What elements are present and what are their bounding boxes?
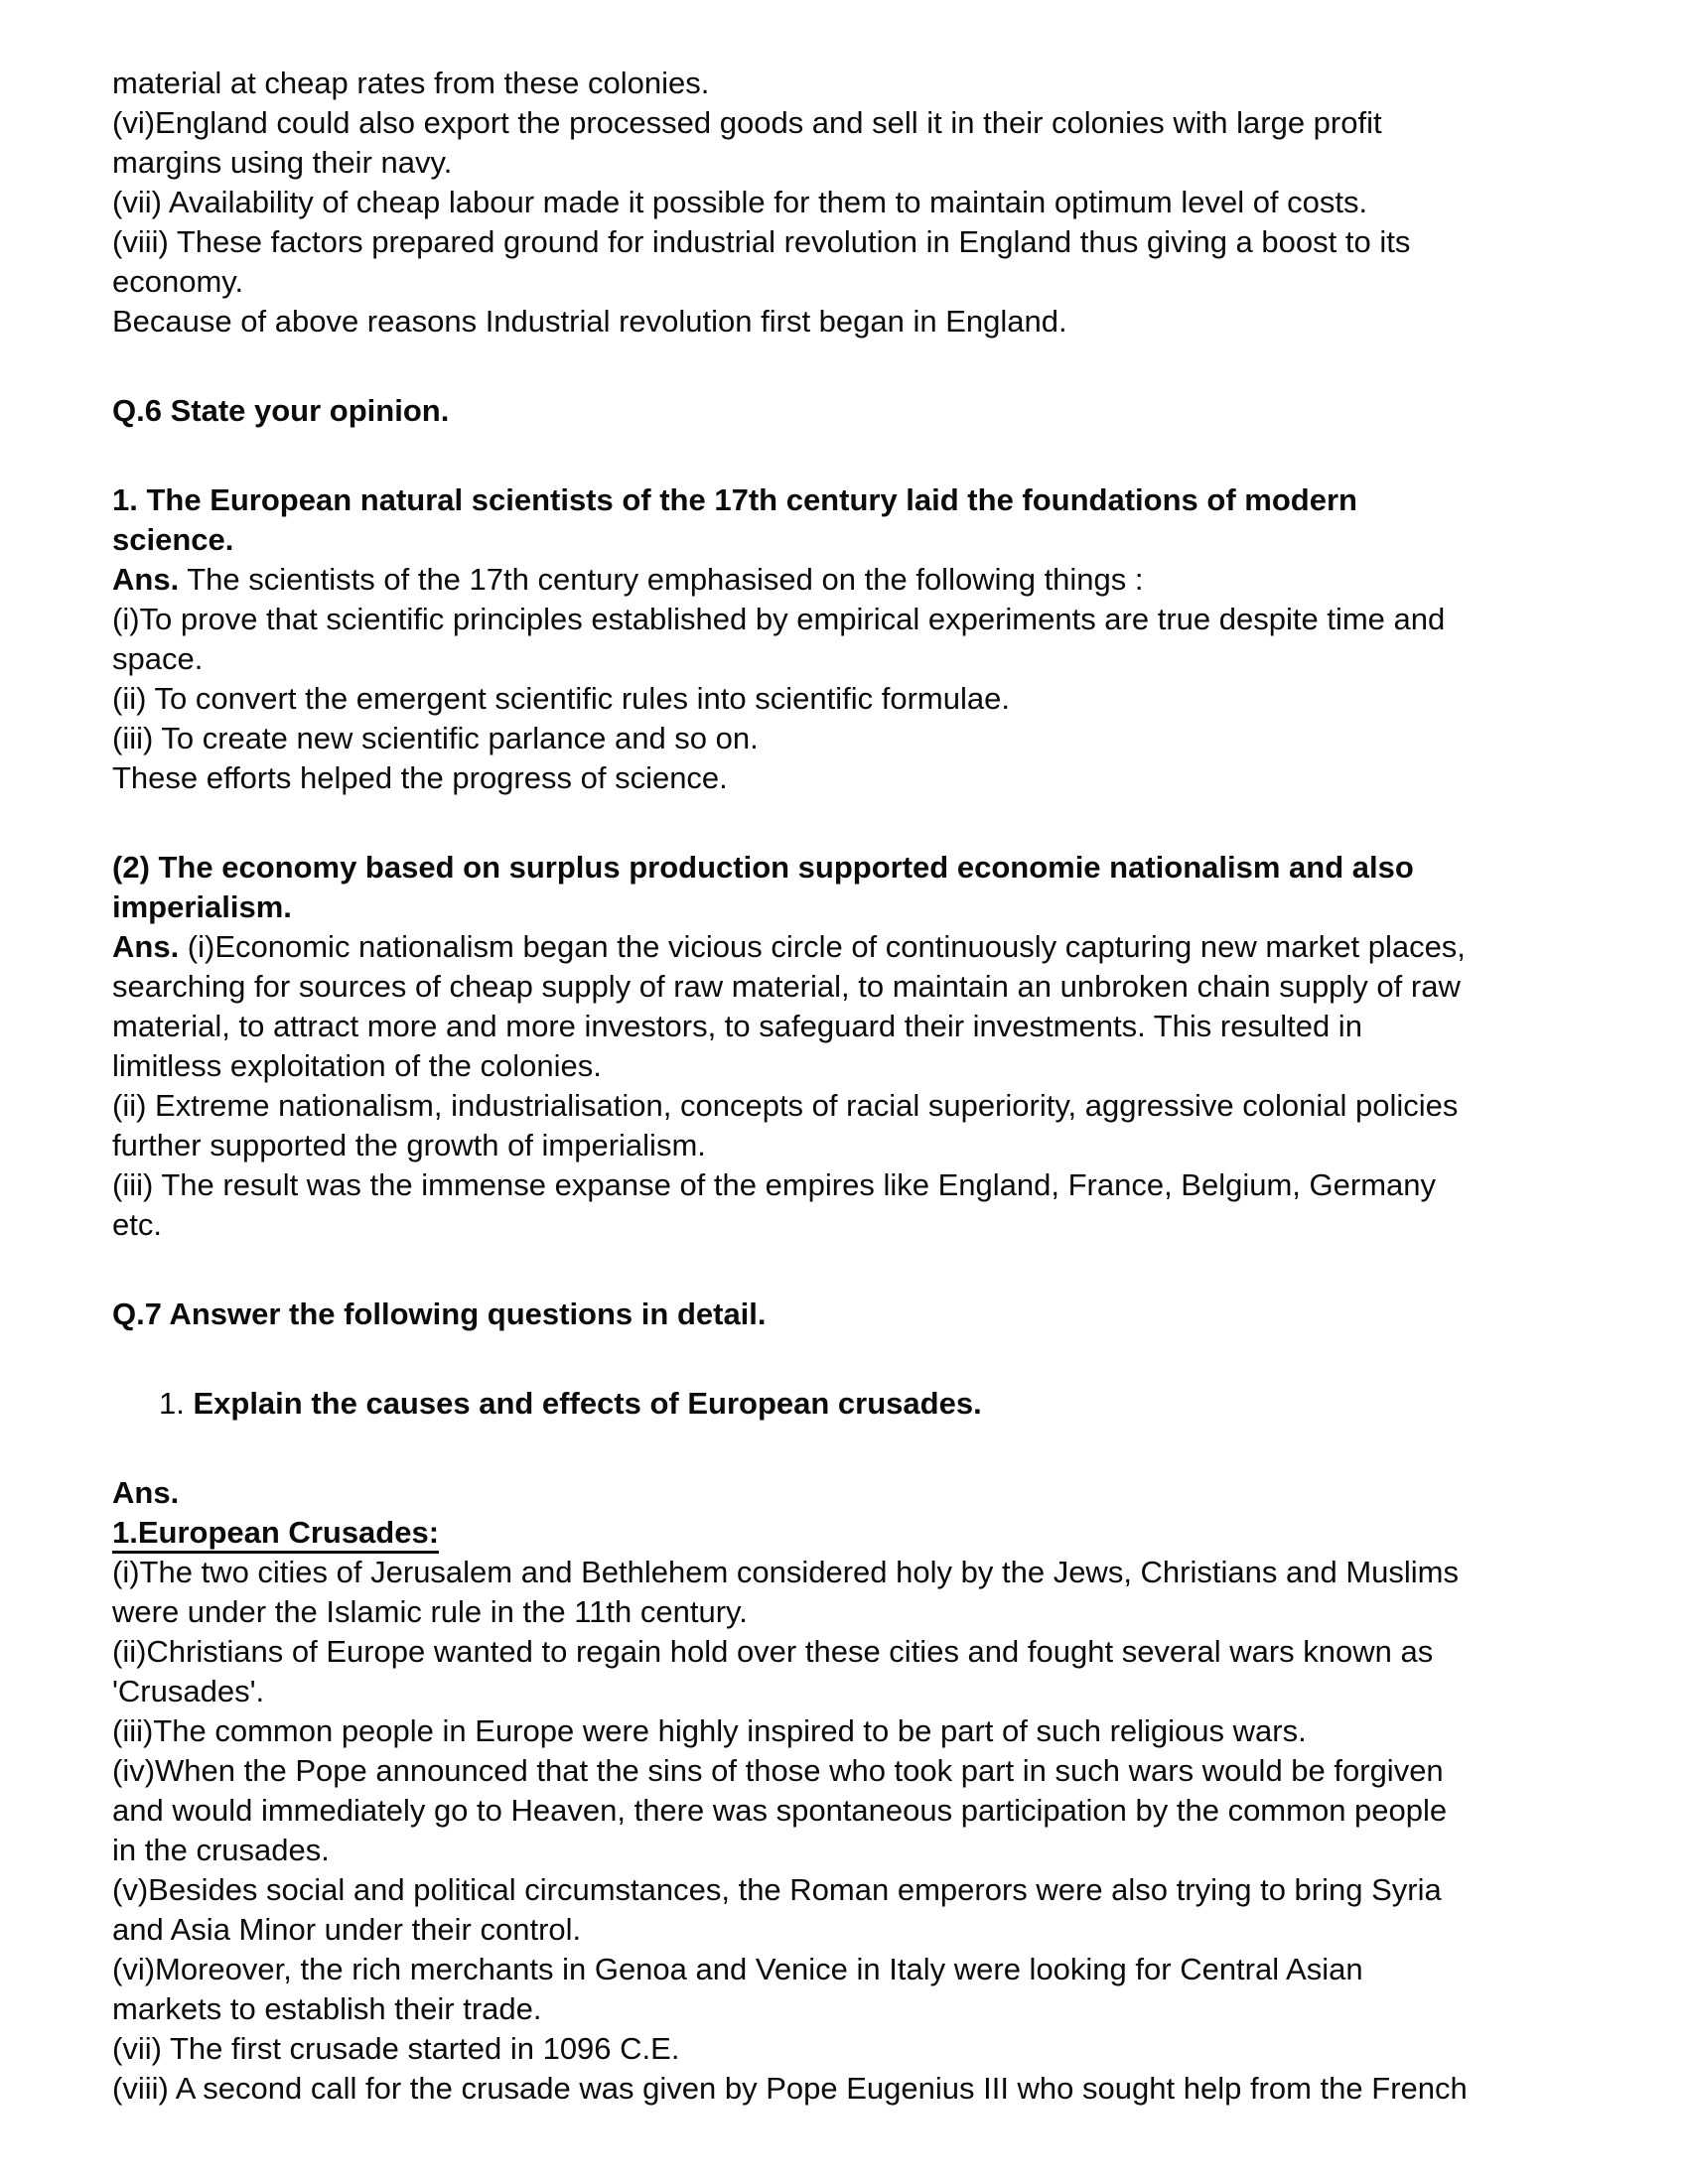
- text-line: [112, 1046, 1589, 1086]
- text-segment: (iii)The common people in Europe were highly inspired to be part of such religious wars.: [112, 1713, 1307, 1748]
- text-segment: (i)To prove that scientific principles established by empirical experiments are true despite time and: [112, 602, 1446, 636]
- text-segment: The scientists of the 17th century emphasised on the following things :: [179, 562, 1144, 597]
- text-segment: (i)Economic nationalism began the vicious circle of continuously capturing new market places,: [179, 929, 1466, 964]
- text-segment: imperialism.: [112, 889, 292, 924]
- text-line: [112, 1592, 1589, 1632]
- text-segment: and Asia Minor under their control.: [112, 1912, 582, 1947]
- text-line: [112, 967, 1589, 1007]
- text-segment: economy.: [112, 264, 244, 299]
- text-line: [112, 1910, 1589, 1950]
- text-segment: margins using their navy.: [112, 145, 453, 180]
- text-line: [112, 1870, 1589, 1910]
- text-segment: Because of above reasons Industrial revolution first began in England.: [112, 304, 1067, 339]
- text-line: [112, 302, 1589, 341]
- text-line: [112, 222, 1589, 262]
- text-segment: markets to establish their trade.: [112, 1991, 542, 2026]
- text-segment: (v)Besides social and political circumstances, the Roman emperors were also trying to bring Syria: [112, 1872, 1442, 1907]
- text-segment: space.: [112, 641, 204, 676]
- text-segment: (viii) These factors prepared ground for industrial revolution in England thus giving a boost to its: [112, 224, 1411, 259]
- detail-question-1: [112, 1384, 1589, 1424]
- text-segment: (i)The two cities of Jerusalem and Bethlehem considered holy by the Jews, Christians and Muslims: [112, 1555, 1459, 1589]
- text-segment: in the crusades.: [112, 1833, 330, 1867]
- text-segment: Explain the causes and effects of European crusades.: [193, 1386, 982, 1421]
- blank-line: [112, 341, 1589, 391]
- statement-2-heading: [112, 887, 1589, 927]
- text-segment: science.: [112, 522, 234, 557]
- text-line: [112, 64, 1589, 103]
- text-line: [112, 1751, 1589, 1791]
- answer-line: [112, 560, 1589, 600]
- text-line: [112, 262, 1589, 302]
- blank-line: [112, 1334, 1589, 1384]
- text-segment: material, to attract more and more investors, to safeguard their investments. This resulted in: [112, 1009, 1362, 1043]
- text-segment: material at cheap rates from these colonies.: [112, 66, 710, 100]
- text-line: [112, 1672, 1589, 1711]
- document-content: [112, 64, 1589, 2109]
- text-line: [112, 1205, 1589, 1245]
- text-segment: Q.6 State your opinion.: [112, 393, 450, 428]
- answer-line: [112, 927, 1589, 967]
- blank-line: [112, 431, 1589, 480]
- text-line: [112, 1711, 1589, 1751]
- text-segment: (ii) Extreme nationalism, industrialisation, concepts of racial superiority, aggressive colonial policies: [112, 1088, 1459, 1123]
- text-line: [112, 1126, 1589, 1165]
- text-segment: Q.7 Answer the following questions in detail.: [112, 1297, 767, 1331]
- text-segment: These efforts helped the progress of science.: [112, 760, 728, 795]
- text-line: [112, 639, 1589, 679]
- text-line: [112, 1791, 1589, 1831]
- statement-1-heading: [112, 520, 1589, 560]
- text-line: [112, 1553, 1589, 1592]
- statement-1-heading: [112, 480, 1589, 520]
- text-segment: searching for sources of cheap supply of raw material, to maintain an unbroken chain supply of raw: [112, 969, 1461, 1004]
- answer-label: [112, 1473, 1589, 1513]
- text-segment: 1.European Crusades:: [112, 1515, 439, 1554]
- text-line: [112, 1007, 1589, 1046]
- text-segment: Ans.: [112, 562, 180, 597]
- blank-line: [112, 798, 1589, 848]
- text-line: [112, 758, 1589, 798]
- text-segment: and would immediately go to Heaven, there was spontaneous participation by the common people: [112, 1793, 1448, 1828]
- text-segment: (iii) The result was the immense expanse of the empires like England, France, Belgium, Germany: [112, 1167, 1437, 1202]
- text-segment: were under the Islamic rule in the 11th century.: [112, 1594, 748, 1629]
- text-segment: (iv)When the Pope announced that the sins of those who took part in such wars would be forgiven: [112, 1753, 1444, 1788]
- text-line: [112, 1831, 1589, 1870]
- text-segment: 'Crusades'.: [112, 1674, 265, 1708]
- q6-heading: [112, 391, 1589, 431]
- text-segment: further supported the growth of imperialism.: [112, 1128, 706, 1162]
- blank-line: [112, 1424, 1589, 1473]
- text-segment: (2) The economy based on surplus production supported economie nationalism and also: [112, 850, 1414, 885]
- text-segment: (ii)Christians of Europe wanted to regain hold over these cities and fought several wars known as: [112, 1634, 1434, 1669]
- text-line: [112, 679, 1589, 719]
- q7-heading: [112, 1295, 1589, 1334]
- text-segment: (viii) A second call for the crusade was given by Pope Eugenius III who sought help from the French: [112, 2071, 1468, 2106]
- text-line: [112, 600, 1589, 639]
- text-segment: etc.: [112, 1207, 162, 1242]
- text-line: [112, 103, 1589, 143]
- text-segment: limitless exploitation of the colonies.: [112, 1048, 602, 1083]
- crusades-heading: [112, 1513, 1589, 1553]
- text-line: [112, 719, 1589, 758]
- text-line: [112, 1989, 1589, 2029]
- blank-line: [112, 1245, 1589, 1295]
- statement-2-heading: [112, 848, 1589, 887]
- text-segment: (vi)England could also export the processed goods and sell it in their colonies with large profit: [112, 105, 1382, 140]
- text-segment: (vii) Availability of cheap labour made it possible for them to maintain optimum level of costs.: [112, 185, 1368, 219]
- text-segment: (iii) To create new scientific parlance and so on.: [112, 721, 759, 755]
- text-line: [112, 183, 1589, 222]
- text-segment: (vii) The first crusade started in 1096 C.E.: [112, 2031, 680, 2066]
- text-segment: (vi)Moreover, the rich merchants in Genoa and Venice in Italy were looking for Central Asian: [112, 1952, 1363, 1986]
- text-line: [112, 143, 1589, 183]
- text-segment: Ans.: [112, 929, 180, 964]
- text-line: [112, 1950, 1589, 1989]
- text-line: [112, 1632, 1589, 1672]
- text-line: [112, 2029, 1589, 2069]
- text-segment: 1. The European natural scientists of the 17th century laid the foundations of modern: [112, 482, 1357, 517]
- text-segment: Ans.: [112, 1475, 180, 1510]
- text-segment: 1.: [159, 1386, 194, 1421]
- text-segment: (ii) To convert the emergent scientific rules into scientific formulae.: [112, 681, 1010, 716]
- text-line: [112, 1165, 1589, 1205]
- text-line: [112, 1086, 1589, 1126]
- text-line: [112, 2069, 1589, 2109]
